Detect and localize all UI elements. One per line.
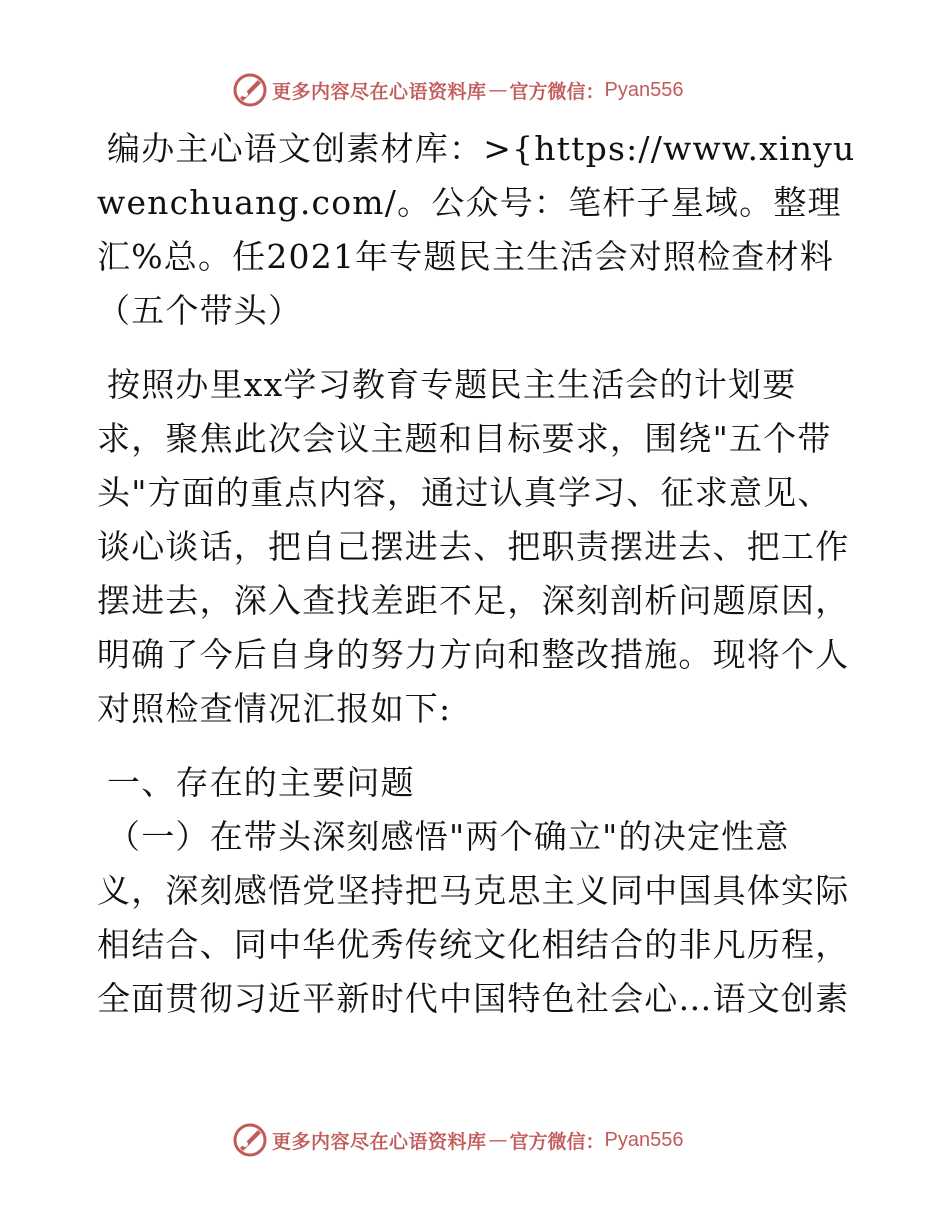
- logo-icon: [232, 1122, 268, 1158]
- header-watermark-banner: [232, 70, 684, 110]
- document-body: [97, 122, 857, 1026]
- footer-watermark-banner: [232, 1120, 684, 1160]
- banner-wechat-id: Pyan556: [604, 78, 684, 101]
- section-heading-1: 一、存在的主要问题: [107, 763, 415, 802]
- banner-text: 更多内容尽在心语资料库: [272, 80, 487, 103]
- banner-wechat-label: 官方微信：: [509, 80, 605, 103]
- intro-paragraph: 编办主心语文创素材库：>{https://www.xinyuwenchuang.com/。公众号：笔杆子星域。整理汇%总。任2021年专题民主生活会对照检查材料（五个带头）: [97, 129, 856, 330]
- banner-wechat-label: 官方微信：: [509, 1130, 605, 1153]
- banner-dash: —: [488, 1129, 508, 1151]
- banner-dash: —: [488, 79, 508, 101]
- body-paragraph-1: 按照办里xx学习教育专题民主生活会的计划要求，聚焦此次会议主题和目标要求，围绕"五个带头"方面的重点内容，通过认真学习、征求意见、谈心谈话，把自己摆进去、把职责摆进去、把工作摆进去，深入查找差距不足，深刻剖析问题原因，明确了今后自身的努力方向和整改措施。现将个人对照检查情况汇报如下:: [97, 365, 850, 728]
- banner-wechat-id: Pyan556: [604, 1128, 684, 1151]
- logo-icon: [232, 72, 268, 108]
- body-paragraph-2: （一）在带头深刻感悟"两个确立"的决定性意义，深刻感悟党坚持把马克思主义同中国具体实际相结合、同中华优秀传统文化相结合的非凡历程，全面贯彻习近平新时代中国特色社会心…语文创素: [97, 817, 850, 1018]
- banner-text: 更多内容尽在心语资料库: [272, 1130, 487, 1153]
